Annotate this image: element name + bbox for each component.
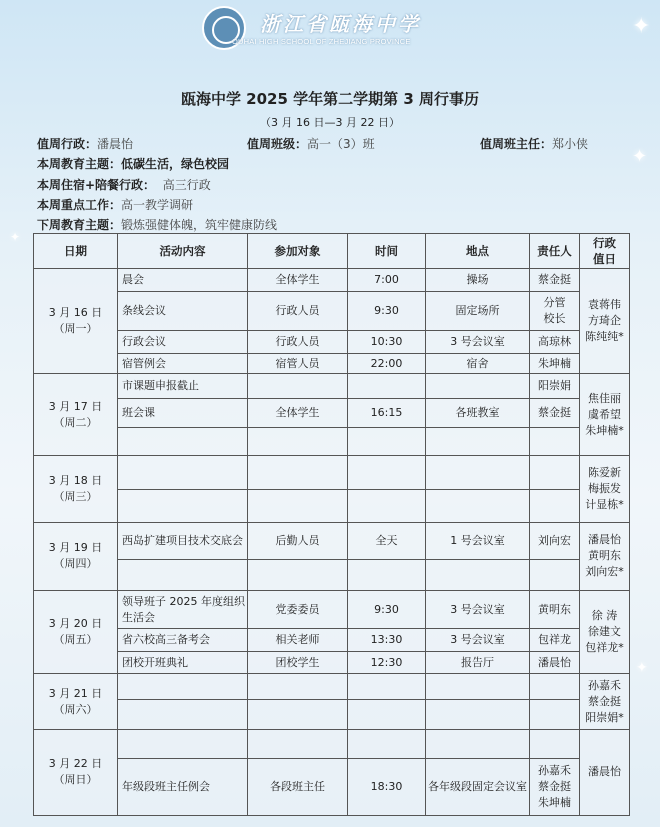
table-row <box>34 729 630 758</box>
participants-cell: 行政人员 <box>248 331 348 354</box>
time-cell: 16:15 <box>348 398 426 427</box>
weekday-label: （周一） <box>53 322 98 335</box>
owner-cell <box>530 700 580 729</box>
sparkle-icon: ✦ <box>636 660 648 676</box>
weekly-theme <box>37 155 229 172</box>
duty-admin-cell: 潘晨怡 <box>580 729 630 815</box>
time-cell: 7:00 <box>348 269 426 292</box>
participants-cell: 后勤人员 <box>248 522 348 559</box>
time-cell <box>348 374 426 399</box>
place-cell: 固定场所 <box>426 291 530 331</box>
weekly-theme-value: 低碳生活，绿色校园 <box>121 157 230 171</box>
time-cell <box>348 428 426 456</box>
owner-cell <box>530 560 580 591</box>
participants-cell: 相关老师 <box>248 628 348 651</box>
time-cell: 10:30 <box>348 331 426 354</box>
participants-cell: 各段班主任 <box>248 758 348 815</box>
place-cell: 报告厅 <box>426 651 530 674</box>
participants-cell: 团校学生 <box>248 651 348 674</box>
place-cell <box>426 490 530 522</box>
owner-cell: 包祥龙 <box>530 628 580 651</box>
date-cell <box>34 374 118 456</box>
duty-class-value: 高一（3）班 <box>307 137 375 151</box>
activity-cell: 宿管例会 <box>118 354 248 374</box>
owner-cell: 刘向宏 <box>530 522 580 559</box>
date-label: 3 月 17 日 <box>48 399 103 413</box>
page-title: 瓯海中学 2025 学年第二学期第 3 周行事历 <box>180 90 480 108</box>
duty-admin-cell: 孙嘉禾 蔡金挺 阳崇娟* <box>580 674 630 729</box>
duty-admin <box>37 135 133 152</box>
duty-admin-cell: 陈爱新 梅振发 计显栋* <box>580 456 630 523</box>
weekday-label: （周二） <box>53 415 98 429</box>
duty-class-label: 值周班级： <box>247 137 308 151</box>
header-date: 日期 <box>34 234 118 269</box>
participants-cell: 全体学生 <box>248 398 348 427</box>
owner-cell: 孙嘉禾 蔡金挺 朱坤楠 <box>530 758 580 815</box>
place-cell <box>426 700 530 729</box>
header-place: 地点 <box>426 234 530 269</box>
owner-cell: 蔡金挺 <box>530 269 580 292</box>
activity-cell: 年级段班主任例会 <box>118 758 248 815</box>
schedule-table <box>33 233 630 816</box>
owner-cell: 潘晨怡 <box>530 651 580 674</box>
dorm-admin <box>37 176 211 193</box>
weekly-theme-label: 本周教育主题： <box>37 157 122 171</box>
date-cell <box>34 729 118 815</box>
place-cell <box>426 456 530 490</box>
sparkle-icon: ✦ <box>10 230 21 244</box>
activity-cell <box>118 674 248 700</box>
activity-cell: 团校开班典礼 <box>118 651 248 674</box>
table-row <box>34 591 630 628</box>
date-cell <box>34 674 118 729</box>
place-cell: 3 号会议室 <box>426 628 530 651</box>
activity-cell: 行政会议 <box>118 331 248 354</box>
place-cell: 3 号会议室 <box>426 591 530 628</box>
place-cell <box>426 560 530 591</box>
activity-cell <box>118 428 248 456</box>
school-header <box>202 6 462 50</box>
date-cell <box>34 269 118 374</box>
place-cell <box>426 729 530 758</box>
participants-cell <box>248 428 348 456</box>
owner-cell <box>530 456 580 490</box>
owner-cell <box>530 428 580 456</box>
activity-cell: 晨会 <box>118 269 248 292</box>
participants-cell <box>248 374 348 399</box>
date-cell <box>34 591 118 674</box>
header-time: 时间 <box>348 234 426 269</box>
next-theme-label: 下周教育主题： <box>37 218 122 232</box>
duty-admin-value: 潘晨怡 <box>97 137 134 151</box>
weekly-focus <box>37 196 193 213</box>
date-label: 3 月 22 日 <box>48 757 103 771</box>
date-label: 3 月 21 日 <box>48 686 103 700</box>
place-cell: 3 号会议室 <box>426 331 530 354</box>
header-activity: 活动内容 <box>118 234 248 269</box>
weekday-label: （周五） <box>53 633 98 647</box>
duty-teacher-label: 值周班主任： <box>480 137 553 151</box>
time-cell: 9:30 <box>348 591 426 628</box>
table-row <box>34 628 630 651</box>
time-cell <box>348 700 426 729</box>
place-cell <box>426 428 530 456</box>
table-row <box>34 758 630 815</box>
owner-cell <box>530 674 580 700</box>
table-row <box>34 374 630 399</box>
table-row <box>34 354 630 374</box>
school-name-en: OUHAI HIGH SCHOOL OF ZHEJIANG PROVINCE <box>232 37 411 46</box>
date-cell <box>34 522 118 591</box>
dorm-admin-label: 本周住宿+陪餐行政： <box>37 178 156 192</box>
duty-admin-cell: 袁蒋伟 方琦企 陈纯纯* <box>580 269 630 374</box>
table-row <box>34 560 630 591</box>
weekday-label: （周四） <box>53 557 98 571</box>
next-theme-value: 锻炼强健体魄，筑牢健康防线 <box>121 218 278 232</box>
weekday-label: （周日） <box>53 773 98 787</box>
activity-cell: 市课题申报截止 <box>118 374 248 399</box>
owner-cell: 阳崇娟 <box>530 374 580 399</box>
time-cell <box>348 729 426 758</box>
table-row <box>34 651 630 674</box>
date-label: 3 月 18 日 <box>48 473 103 487</box>
table-row <box>34 331 630 354</box>
table-row <box>34 490 630 522</box>
duty-teacher-value: 郑小侠 <box>552 137 589 151</box>
activity-cell <box>118 490 248 522</box>
place-cell: 1 号会议室 <box>426 522 530 559</box>
weekday-label: （周六） <box>53 702 98 716</box>
table-row <box>34 428 630 456</box>
activity-cell: 领导班子 2025 年度组织生活会 <box>118 591 248 628</box>
duty-admin-cell: 潘晨怡 黄明东 刘向宏* <box>580 522 630 591</box>
time-cell: 全天 <box>348 522 426 559</box>
table-row <box>34 398 630 427</box>
time-cell <box>348 456 426 490</box>
duty-admin-cell: 徐 涛 徐建文 包祥龙* <box>580 591 630 674</box>
owner-cell: 高琼林 <box>530 331 580 354</box>
table-row <box>34 700 630 729</box>
participants-cell <box>248 700 348 729</box>
duty-admin-label: 值周行政： <box>37 137 98 151</box>
time-cell: 18:30 <box>348 758 426 815</box>
duty-admin-cell: 焦佳丽 虞希望 朱坤楠* <box>580 374 630 456</box>
date-label: 3 月 19 日 <box>48 541 103 555</box>
time-cell <box>348 490 426 522</box>
table-row <box>34 456 630 490</box>
header-duty: 行政 值日 <box>580 234 630 269</box>
participants-cell: 党委委员 <box>248 591 348 628</box>
place-cell <box>426 674 530 700</box>
participants-cell: 行政人员 <box>248 291 348 331</box>
time-cell: 22:00 <box>348 354 426 374</box>
owner-cell: 分管 校长 <box>530 291 580 331</box>
next-theme <box>37 216 277 233</box>
sparkle-icon: ✦ <box>632 14 651 39</box>
participants-cell: 宿管人员 <box>248 354 348 374</box>
owner-cell: 朱坤楠 <box>530 354 580 374</box>
time-cell: 9:30 <box>348 291 426 331</box>
owner-cell: 黄明东 <box>530 591 580 628</box>
date-label: 3 月 16 日 <box>48 306 103 319</box>
time-cell: 12:30 <box>348 651 426 674</box>
owner-cell <box>530 490 580 522</box>
owner-cell: 蔡金挺 <box>530 398 580 427</box>
weekly-focus-label: 本周重点工作： <box>37 198 122 212</box>
time-cell: 13:30 <box>348 628 426 651</box>
activity-cell: 班会课 <box>118 398 248 427</box>
activity-cell: 省六校高三备考会 <box>118 628 248 651</box>
activity-cell <box>118 456 248 490</box>
participants-cell <box>248 456 348 490</box>
activity-cell <box>118 560 248 591</box>
participants-cell <box>248 674 348 700</box>
table-row <box>34 291 630 331</box>
header-participants: 参加对象 <box>248 234 348 269</box>
sparkle-icon: ✦ <box>632 146 648 167</box>
duty-teacher <box>480 135 588 152</box>
table-header-row <box>34 234 630 269</box>
table-row <box>34 674 630 700</box>
weekly-focus-value: 高一教学调研 <box>121 198 194 212</box>
participants-cell <box>248 560 348 591</box>
table-row <box>34 269 630 292</box>
time-cell <box>348 560 426 591</box>
date-cell <box>34 456 118 523</box>
activity-cell: 条线会议 <box>118 291 248 331</box>
place-cell: 宿舍 <box>426 354 530 374</box>
time-cell <box>348 674 426 700</box>
date-range: （3 月 16 日—3 月 22 日） <box>260 116 400 129</box>
place-cell: 各班教室 <box>426 398 530 427</box>
dorm-admin-value: 高三行政 <box>162 178 211 192</box>
place-cell: 各年级段固定会议室 <box>426 758 530 815</box>
participants-cell <box>248 729 348 758</box>
participants-cell <box>248 490 348 522</box>
table-row <box>34 522 630 559</box>
duty-class <box>247 135 375 152</box>
place-cell: 操场 <box>426 269 530 292</box>
school-name-cn: 浙江省瓯海中学 <box>260 12 421 36</box>
activity-cell <box>118 729 248 758</box>
date-label: 3 月 20 日 <box>48 617 103 631</box>
place-cell <box>426 374 530 399</box>
header-owner: 责任人 <box>530 234 580 269</box>
owner-cell <box>530 729 580 758</box>
activity-cell <box>118 700 248 729</box>
participants-cell: 全体学生 <box>248 269 348 292</box>
activity-cell: 西岛扩建项目技术交底会 <box>118 522 248 559</box>
weekday-label: （周三） <box>53 489 98 503</box>
